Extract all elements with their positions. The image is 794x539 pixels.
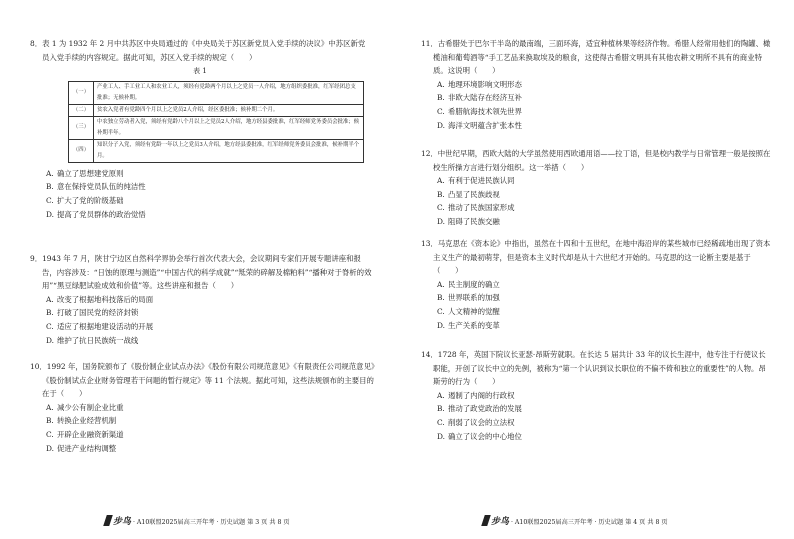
table-row [69,104,364,116]
option-text: 转换企业经营机制 [57,416,117,426]
table-row-number: （二） [69,104,94,116]
table-row-number: （三） [69,116,94,139]
option-text: 扩大了党的阶级基础 [57,195,124,205]
question-11-options [421,78,771,132]
option-letter: A. [437,176,445,186]
question-12-option-d [421,215,771,229]
question-8-option-a [30,167,370,181]
question-13-option-d [421,319,771,333]
question-10-options [30,401,375,455]
option-letter: B. [437,293,445,303]
question-11-option-a [421,78,771,92]
question-10 [30,360,375,455]
option-letter: C. [46,321,54,331]
option-letter: A. [46,168,54,178]
option-letter: B. [46,182,54,192]
option-letter: B. [437,189,445,199]
option-text: 世界联系的加强 [448,293,500,303]
option-letter: D. [437,431,446,441]
option-letter: D. [437,320,446,330]
option-letter: C. [437,417,445,427]
question-12-options [421,174,771,228]
question-8-option-d [30,208,370,222]
option-text: 减少公有制企业比重 [57,402,124,412]
question-8 [30,37,370,221]
option-text: 阻碍了民族交融 [448,216,500,226]
option-letter: B. [437,93,445,103]
option-letter: C. [46,429,54,439]
option-text: 削弱了议会的立法权 [448,417,515,427]
option-letter: B. [46,308,54,318]
option-letter: A. [437,79,445,89]
page-footer-right [483,514,668,527]
footer-brand: 步鸟 [491,517,510,527]
option-text: 意在保持党员队伍的纯洁性 [57,182,146,192]
option-letter: C. [46,195,54,205]
option-letter: B. [437,404,445,414]
question-9-option-d [30,334,375,348]
question-8-options [30,167,370,221]
question-14-options [421,389,771,443]
table-row-number: （四） [69,139,94,162]
option-text: 生产关系的变革 [448,320,500,330]
option-text: 非欧大陆存在经济互补 [448,93,522,103]
option-letter: C. [437,106,445,116]
option-letter: D. [437,120,446,130]
table-row-text: 产业工人、手工业工人和农业工人，须经有党龄两个月以上之党员一人介绍，地方组织委批准，红军经团总支批准；无候补期。 [94,81,364,104]
option-text: 有利于促进民族认同 [448,176,515,186]
option-letter: D. [46,335,55,345]
question-11-option-b [421,91,771,105]
table-row-number: （一） [69,81,94,104]
option-text: 维护了抗日民族统一战线 [57,335,139,345]
table-row-text: 贫农入党者有党龄四个月以上之党员2人介绍，经区委批准；候补期二个月。 [94,104,364,116]
question-14 [421,348,771,443]
question-13-option-c [421,305,771,319]
option-text: 希腊航海技术领先世界 [448,106,522,116]
option-text: 推动了民族国家形成 [448,203,515,213]
option-letter: A. [46,402,54,412]
option-text: 适应了根据地建设活动的开展 [57,321,154,331]
party-admission-table [68,81,364,163]
option-letter: C. [437,203,445,213]
question-8-option-c [30,194,370,208]
question-13-options [421,278,771,332]
option-text: 遏制了内阁的行政权 [448,390,515,400]
question-10-option-b [30,414,375,428]
question-10-stem: 10．1992 年，国务院颁布了《股份制企业试点办法》《股份有限公司规范意见》《有限责任公司规范意见》《股份制试点企业财务管理若干问题的暂行规定》等 11 个法规。据此可知，这些法规颁布的主要目的在于（ ） [30,362,375,399]
option-letter: A. [46,294,54,304]
brand-logo-icon [103,515,113,526]
option-letter: D. [437,216,446,226]
option-text: 人文精神的觉醒 [448,306,500,316]
question-12 [421,147,771,229]
page-footer-left [105,514,290,527]
question-12-stem: 12．中世纪早期，西欧大陆的大学虽然使用西欧通用语——拉丁语，但是校内教学与日常管理一般是按照在校生所操方言进行划分组织。这一举措（ ） [421,149,771,172]
option-letter: A. [437,279,445,289]
option-text: 确立了议会的中心地位 [448,431,522,441]
option-text: 地理环境影响文明形态 [448,79,522,89]
option-letter: C. [437,306,445,316]
option-text: 海洋文明蕴含扩张本性 [448,120,522,130]
table-row-text: 中农独立劳动者入党，须经有党龄八个月以上之党员2人介绍，地方经县委批准，红军经师党务委员会批准；候补期半年。 [94,116,364,139]
question-13-option-a [421,278,771,292]
option-letter: D. [46,209,55,219]
question-11-stem: 11．古希腊处于巴尔干半岛的最南端，三面环海，适宜种植林果等经济作物。希腊人经常用他们的陶罐、橄榄油和葡萄酒等“手工艺品来换取埃及的粮食，这使得古希腊文明具有其他农耕文明所不具有的商业特质。这说明（ ） [421,39,771,76]
question-11-option-c [421,105,771,119]
option-text: 民主制度的确立 [448,279,500,289]
question-9-option-a [30,293,375,307]
option-text: 提高了党员群体的政治觉悟 [57,209,146,219]
question-9-option-c [30,320,375,334]
footer-text: · A10联盟2025届高三开年考 · 历史试题 第 4 页 共 8 页 [510,519,668,526]
question-10-option-c [30,428,375,442]
question-13-stem: 13．马克思在《资本论》中指出，虽然在十四和十五世纪，在地中海沿岸的某些城市已经稀疏地出现了资本主义生产的最初萌芽，但是资本主义时代却是从十六世纪才开始的。马克思的这一论断主要是基于（ ） [421,239,771,276]
question-9-stem: 9．1943 年 7 月，陕甘宁边区自然科学界协会举行首次代表大会，会议期间专家们开展专题讲座和报告，内容涉及：“日蚀的原理与测造”“中国古代的科学成就”“羝荣的碎解及棉粕料”“播种对于脊析的效用”“黑豆绿肥试验成效和价值”等。这些讲座和报告（ ） [30,254,372,291]
option-text: 改变了根据地科技落后的局面 [57,294,154,304]
question-12-option-c [421,201,771,215]
option-text: 开辟企业融资新渠道 [57,429,124,439]
footer-brand: 步鸟 [113,517,132,527]
option-text: 凸显了民族歧视 [448,189,500,199]
footer-text: · A10联盟2025届高三开年考 · 历史试题 第 3 页 共 8 页 [132,519,290,526]
question-8-stem: 8．表 1 为 1932 年 2 月中共苏区中央局通过的《中央局关于苏区新党员入党手续的决议》中苏区新党员入党手续的内容规定。据此可知，苏区入党手续的规定（ ） [30,39,366,62]
table-row [69,116,364,139]
question-9-options [30,293,375,347]
exam-page-right [397,0,794,539]
question-9 [30,252,375,347]
option-letter: B. [46,416,54,426]
question-14-option-b [421,402,771,416]
option-letter: A. [437,390,445,400]
option-text: 促进产业结构调整 [57,443,117,453]
question-14-option-a [421,389,771,403]
option-text: 打破了国民党的经济封锁 [57,308,139,318]
question-14-stem: 14．1728 年，英国下院议长亚瑟·昂斯劳就职。在长达 5 届共计 33 年的议长生涯中，他专注于行使议长职能，开创了议长中立的先例，被称为“第一个认识到议长职位的不偏不倚和独立的重要性”的人物。昂斯劳的行为（ ） [421,350,766,387]
question-12-option-b [421,188,771,202]
question-11 [421,37,771,132]
question-10-option-d [30,442,375,456]
option-letter: D. [46,443,55,453]
question-8-option-b [30,180,370,194]
question-10-option-a [30,401,375,415]
table-row [69,139,364,162]
brand-logo-icon [481,515,491,526]
table-1-title: 表 1 [193,67,207,76]
table-row-text: 知识分子入党，须经有党龄一年以上之党员3人介绍，地方经县委批准，红军经师党务委员会批准，候补期半个月。 [94,139,364,162]
question-9-option-b [30,306,375,320]
question-14-option-c [421,416,771,430]
question-13-option-b [421,291,771,305]
table-row [69,81,364,104]
question-13 [421,237,771,332]
option-text: 确立了思想建党原则 [57,168,124,178]
question-12-option-a [421,174,771,188]
option-text: 推动了政党政治的发展 [448,404,522,414]
question-11-option-d [421,119,771,133]
question-14-option-d [421,430,771,444]
